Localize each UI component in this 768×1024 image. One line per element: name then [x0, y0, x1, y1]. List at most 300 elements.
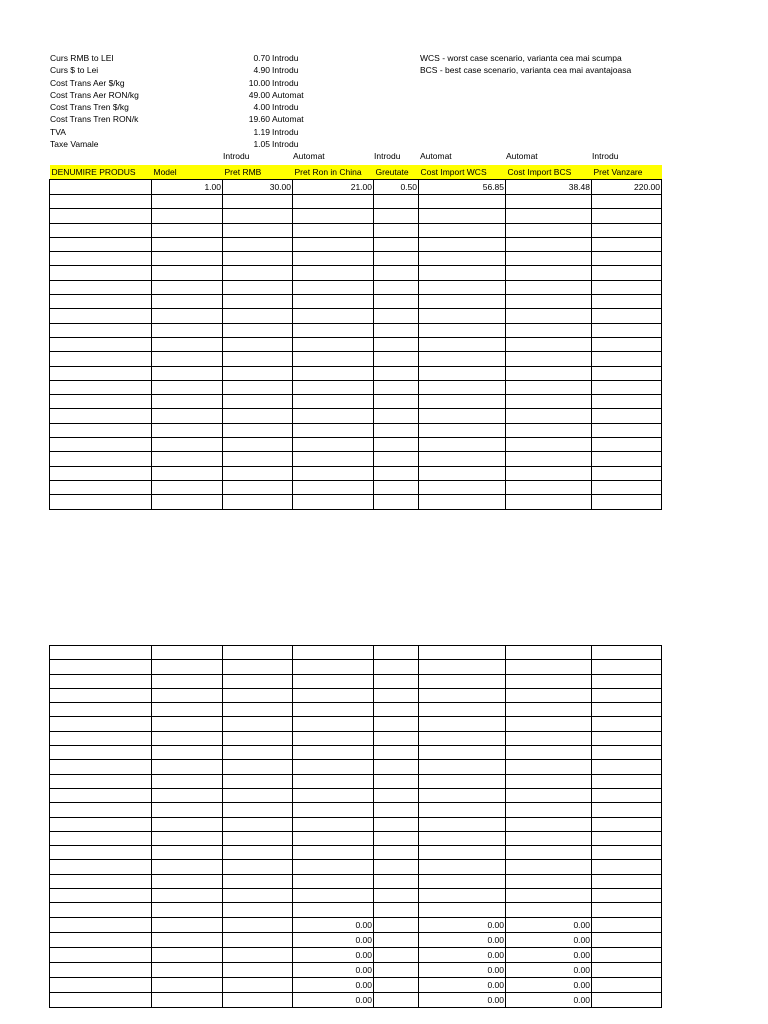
table-cell[interactable]	[293, 646, 374, 660]
table-cell[interactable]	[293, 237, 374, 251]
table-cell[interactable]	[50, 323, 152, 337]
table-cell[interactable]	[419, 831, 506, 845]
table-cell[interactable]	[419, 209, 506, 223]
table-cell[interactable]: 56.85	[419, 180, 506, 195]
param-value[interactable]: 0.70	[253, 53, 270, 63]
table-cell[interactable]	[152, 688, 223, 702]
table-cell[interactable]	[293, 223, 374, 237]
table-cell[interactable]: 0.00	[419, 962, 506, 977]
table-cell[interactable]	[293, 266, 374, 280]
table-cell[interactable]	[506, 817, 592, 831]
table-cell[interactable]	[223, 674, 293, 688]
table-cell[interactable]	[223, 352, 293, 366]
table-cell[interactable]	[592, 337, 662, 351]
table-cell[interactable]	[50, 366, 152, 380]
table-cell[interactable]	[223, 903, 293, 917]
table-cell[interactable]	[592, 917, 662, 932]
table-cell[interactable]	[419, 266, 506, 280]
table-cell[interactable]	[50, 717, 152, 731]
table-cell[interactable]	[223, 932, 293, 947]
table-cell[interactable]	[293, 688, 374, 702]
table-cell[interactable]	[374, 237, 419, 251]
table-cell[interactable]	[419, 674, 506, 688]
table-cell[interactable]	[152, 252, 223, 266]
table-cell[interactable]	[592, 237, 662, 251]
table-cell[interactable]	[223, 380, 293, 394]
table-cell[interactable]	[152, 889, 223, 903]
table-cell[interactable]	[419, 337, 506, 351]
table-cell[interactable]	[374, 295, 419, 309]
table-cell[interactable]	[293, 366, 374, 380]
table-cell[interactable]	[50, 495, 152, 509]
table-cell[interactable]	[374, 380, 419, 394]
table-cell[interactable]	[374, 703, 419, 717]
table-cell[interactable]	[152, 323, 223, 337]
table-cell[interactable]	[506, 295, 592, 309]
table-cell[interactable]	[592, 817, 662, 831]
table-cell[interactable]	[592, 409, 662, 423]
table-cell[interactable]	[374, 688, 419, 702]
table-cell[interactable]	[419, 252, 506, 266]
table-cell[interactable]	[419, 409, 506, 423]
table-cell[interactable]: 0.00	[506, 917, 592, 932]
table-cell[interactable]	[592, 466, 662, 480]
table-cell[interactable]: 0.00	[506, 962, 592, 977]
table-cell[interactable]	[152, 237, 223, 251]
table-cell[interactable]	[223, 817, 293, 831]
table-cell[interactable]	[374, 731, 419, 745]
table-cell[interactable]: 0.00	[293, 932, 374, 947]
table-cell[interactable]	[50, 352, 152, 366]
table-cell[interactable]	[374, 209, 419, 223]
table-cell[interactable]	[506, 452, 592, 466]
table-cell[interactable]	[152, 788, 223, 802]
table-cell[interactable]	[223, 874, 293, 888]
table-cell[interactable]	[223, 746, 293, 760]
table-cell[interactable]	[50, 337, 152, 351]
table-cell[interactable]	[152, 280, 223, 294]
table-cell[interactable]	[152, 295, 223, 309]
table-cell[interactable]	[592, 903, 662, 917]
table-cell[interactable]	[293, 788, 374, 802]
table-cell[interactable]	[152, 660, 223, 674]
table-cell[interactable]	[223, 337, 293, 351]
table-cell[interactable]	[152, 495, 223, 509]
table-cell[interactable]	[374, 452, 419, 466]
table-cell[interactable]	[223, 846, 293, 860]
table-cell[interactable]	[374, 803, 419, 817]
table-cell[interactable]	[50, 452, 152, 466]
table-cell[interactable]	[506, 760, 592, 774]
table-cell[interactable]	[592, 717, 662, 731]
table-cell[interactable]	[50, 731, 152, 745]
table-cell[interactable]	[50, 180, 152, 195]
table-cell[interactable]	[506, 352, 592, 366]
table-cell[interactable]	[374, 932, 419, 947]
table-cell[interactable]	[592, 874, 662, 888]
table-cell[interactable]	[506, 788, 592, 802]
table-cell[interactable]	[293, 466, 374, 480]
table-cell[interactable]	[152, 452, 223, 466]
table-cell[interactable]	[419, 438, 506, 452]
table-cell[interactable]	[152, 409, 223, 423]
table-cell[interactable]	[506, 209, 592, 223]
table-cell[interactable]	[419, 395, 506, 409]
param-value[interactable]: 19.60	[248, 114, 270, 125]
table-cell[interactable]	[506, 266, 592, 280]
table-cell[interactable]	[223, 438, 293, 452]
table-cell[interactable]	[592, 660, 662, 674]
table-cell[interactable]	[419, 309, 506, 323]
table-cell[interactable]	[419, 380, 506, 394]
table-cell[interactable]	[419, 195, 506, 209]
table-cell[interactable]	[293, 438, 374, 452]
table-cell[interactable]	[592, 423, 662, 437]
table-cell[interactable]	[293, 889, 374, 903]
table-cell[interactable]	[419, 323, 506, 337]
table-cell[interactable]	[592, 366, 662, 380]
table-cell[interactable]	[506, 237, 592, 251]
table-cell[interactable]	[592, 252, 662, 266]
table-cell[interactable]	[152, 466, 223, 480]
table-cell[interactable]	[50, 395, 152, 409]
table-cell[interactable]	[374, 266, 419, 280]
table-cell[interactable]	[506, 660, 592, 674]
table-cell[interactable]	[223, 495, 293, 509]
table-cell[interactable]	[419, 717, 506, 731]
table-cell[interactable]	[152, 717, 223, 731]
table-cell[interactable]	[419, 237, 506, 251]
table-cell[interactable]	[293, 495, 374, 509]
table-cell[interactable]	[419, 846, 506, 860]
table-cell[interactable]	[50, 889, 152, 903]
table-cell[interactable]	[506, 746, 592, 760]
table-cell[interactable]	[293, 323, 374, 337]
table-cell[interactable]	[223, 760, 293, 774]
table-cell[interactable]	[293, 817, 374, 831]
table-cell[interactable]: 0.00	[506, 992, 592, 1007]
table-cell[interactable]	[506, 466, 592, 480]
table-cell[interactable]	[374, 466, 419, 480]
table-cell[interactable]	[152, 846, 223, 860]
table-cell[interactable]	[152, 209, 223, 223]
table-cell[interactable]	[50, 917, 152, 932]
table-cell[interactable]	[506, 774, 592, 788]
table-cell[interactable]	[419, 860, 506, 874]
table-cell[interactable]	[419, 703, 506, 717]
table-cell[interactable]	[506, 252, 592, 266]
table-cell[interactable]: 220.00	[592, 180, 662, 195]
table-cell[interactable]	[419, 352, 506, 366]
table-cell[interactable]	[223, 223, 293, 237]
table-cell[interactable]	[592, 703, 662, 717]
table-cell[interactable]	[152, 977, 223, 992]
table-cell[interactable]	[50, 947, 152, 962]
table-cell[interactable]	[50, 380, 152, 394]
table-cell[interactable]	[419, 889, 506, 903]
table-cell[interactable]	[152, 917, 223, 932]
table-cell[interactable]	[419, 874, 506, 888]
table-cell[interactable]	[223, 266, 293, 280]
table-cell[interactable]: 0.00	[293, 917, 374, 932]
table-cell[interactable]	[374, 280, 419, 294]
table-cell[interactable]: 0.00	[506, 977, 592, 992]
table-cell[interactable]	[293, 209, 374, 223]
table-cell[interactable]	[152, 731, 223, 745]
table-cell[interactable]	[152, 860, 223, 874]
table-cell[interactable]	[223, 917, 293, 932]
table-cell[interactable]	[592, 495, 662, 509]
table-cell[interactable]	[50, 409, 152, 423]
table-cell[interactable]	[592, 932, 662, 947]
table-cell[interactable]	[419, 495, 506, 509]
table-cell[interactable]	[223, 195, 293, 209]
table-cell[interactable]	[50, 860, 152, 874]
table-cell[interactable]	[50, 962, 152, 977]
table-cell[interactable]	[293, 309, 374, 323]
table-cell[interactable]	[293, 803, 374, 817]
table-cell[interactable]	[50, 846, 152, 860]
table-cell[interactable]	[50, 746, 152, 760]
table-cell[interactable]	[419, 295, 506, 309]
table-cell[interactable]	[50, 831, 152, 845]
table-cell[interactable]	[152, 803, 223, 817]
table-cell[interactable]	[223, 992, 293, 1007]
table-cell[interactable]	[152, 195, 223, 209]
table-cell[interactable]	[293, 352, 374, 366]
table-cell[interactable]	[293, 452, 374, 466]
table-cell[interactable]	[50, 788, 152, 802]
table-cell[interactable]	[223, 860, 293, 874]
table-cell[interactable]	[592, 280, 662, 294]
table-cell[interactable]	[293, 746, 374, 760]
table-cell[interactable]	[152, 480, 223, 494]
table-cell[interactable]	[374, 646, 419, 660]
table-cell[interactable]: 0.00	[419, 947, 506, 962]
table-cell[interactable]	[374, 817, 419, 831]
table-cell[interactable]	[223, 646, 293, 660]
table-cell[interactable]	[592, 352, 662, 366]
table-cell[interactable]	[592, 746, 662, 760]
table-cell[interactable]	[506, 688, 592, 702]
table-cell[interactable]	[152, 760, 223, 774]
table-cell[interactable]	[374, 423, 419, 437]
table-cell[interactable]	[223, 409, 293, 423]
table-cell[interactable]	[293, 380, 374, 394]
table-cell[interactable]	[293, 874, 374, 888]
table-cell[interactable]	[223, 977, 293, 992]
table-cell[interactable]	[419, 746, 506, 760]
table-cell[interactable]	[374, 495, 419, 509]
param-value[interactable]: 1.05	[253, 139, 270, 150]
table-cell[interactable]	[152, 438, 223, 452]
table-cell[interactable]	[374, 947, 419, 962]
table-cell[interactable]	[223, 803, 293, 817]
table-cell[interactable]	[223, 252, 293, 266]
table-cell[interactable]	[592, 846, 662, 860]
table-cell[interactable]	[506, 438, 592, 452]
table-cell[interactable]	[374, 337, 419, 351]
param-value[interactable]: 4.00	[253, 102, 270, 113]
table-cell[interactable]	[374, 366, 419, 380]
table-cell[interactable]: 0.00	[293, 977, 374, 992]
table-cell[interactable]	[506, 366, 592, 380]
table-cell[interactable]	[223, 660, 293, 674]
table-cell[interactable]	[506, 717, 592, 731]
table-cell[interactable]	[592, 977, 662, 992]
table-cell[interactable]	[506, 495, 592, 509]
table-cell[interactable]	[592, 452, 662, 466]
table-cell[interactable]	[152, 874, 223, 888]
table-cell[interactable]	[419, 423, 506, 437]
table-cell[interactable]: 0.00	[506, 932, 592, 947]
table-cell[interactable]	[50, 992, 152, 1007]
table-cell[interactable]	[374, 309, 419, 323]
table-cell[interactable]	[293, 395, 374, 409]
param-value[interactable]: 4.90	[253, 65, 270, 76]
table-cell[interactable]	[50, 674, 152, 688]
param-value[interactable]: 10.00	[248, 77, 270, 88]
table-cell[interactable]	[374, 917, 419, 932]
table-cell[interactable]: 0.50	[374, 180, 419, 195]
table-cell[interactable]	[592, 295, 662, 309]
table-cell[interactable]	[374, 438, 419, 452]
table-cell[interactable]	[592, 323, 662, 337]
table-cell[interactable]	[374, 660, 419, 674]
table-cell[interactable]	[293, 423, 374, 437]
table-cell[interactable]	[419, 760, 506, 774]
table-cell[interactable]	[506, 860, 592, 874]
table-cell[interactable]	[50, 309, 152, 323]
table-cell[interactable]	[152, 703, 223, 717]
table-cell[interactable]	[419, 788, 506, 802]
table-cell[interactable]	[506, 309, 592, 323]
table-cell[interactable]	[293, 280, 374, 294]
table-cell[interactable]	[506, 731, 592, 745]
table-cell[interactable]	[293, 760, 374, 774]
table-cell[interactable]	[223, 889, 293, 903]
table-cell[interactable]	[506, 889, 592, 903]
table-cell[interactable]	[592, 380, 662, 394]
table-cell[interactable]	[506, 337, 592, 351]
table-cell[interactable]	[223, 209, 293, 223]
table-cell[interactable]	[592, 889, 662, 903]
table-cell[interactable]	[592, 195, 662, 209]
table-cell[interactable]	[374, 903, 419, 917]
table-cell[interactable]: 0.00	[419, 977, 506, 992]
table-cell[interactable]	[293, 195, 374, 209]
table-cell[interactable]	[223, 423, 293, 437]
table-cell[interactable]	[374, 480, 419, 494]
table-cell[interactable]	[50, 660, 152, 674]
table-cell[interactable]	[152, 309, 223, 323]
table-cell[interactable]	[419, 688, 506, 702]
table-cell[interactable]	[419, 731, 506, 745]
table-cell[interactable]	[223, 788, 293, 802]
table-cell[interactable]	[50, 223, 152, 237]
table-cell[interactable]	[506, 195, 592, 209]
table-cell[interactable]	[152, 223, 223, 237]
table-cell[interactable]	[506, 646, 592, 660]
table-cell[interactable]	[419, 817, 506, 831]
table-cell[interactable]	[50, 646, 152, 660]
table-cell[interactable]	[152, 932, 223, 947]
table-cell[interactable]	[592, 266, 662, 280]
table-cell[interactable]	[152, 395, 223, 409]
table-cell[interactable]	[506, 874, 592, 888]
table-cell[interactable]	[374, 889, 419, 903]
table-cell[interactable]	[592, 788, 662, 802]
table-cell[interactable]	[223, 962, 293, 977]
table-cell[interactable]	[152, 366, 223, 380]
table-cell[interactable]	[50, 237, 152, 251]
table-cell[interactable]	[592, 438, 662, 452]
table-cell[interactable]	[419, 452, 506, 466]
table-cell[interactable]	[223, 947, 293, 962]
table-cell[interactable]	[50, 817, 152, 831]
table-cell[interactable]	[374, 760, 419, 774]
table-cell[interactable]	[374, 962, 419, 977]
table-cell[interactable]	[223, 774, 293, 788]
table-cell[interactable]	[419, 903, 506, 917]
table-cell[interactable]	[374, 352, 419, 366]
table-cell[interactable]	[50, 760, 152, 774]
table-cell[interactable]	[592, 209, 662, 223]
table-cell[interactable]	[293, 846, 374, 860]
table-cell[interactable]	[223, 309, 293, 323]
table-cell[interactable]	[374, 860, 419, 874]
table-cell[interactable]	[50, 688, 152, 702]
param-value[interactable]: 49.00	[248, 89, 270, 100]
table-cell[interactable]	[293, 337, 374, 351]
table-cell[interactable]	[152, 337, 223, 351]
table-cell[interactable]: 21.00	[293, 180, 374, 195]
table-cell[interactable]: 0.00	[419, 992, 506, 1007]
table-cell[interactable]	[293, 409, 374, 423]
table-cell[interactable]	[374, 746, 419, 760]
table-cell[interactable]: 0.00	[293, 962, 374, 977]
table-cell[interactable]: 0.00	[293, 992, 374, 1007]
table-cell[interactable]	[50, 774, 152, 788]
table-cell[interactable]	[223, 237, 293, 251]
table-cell[interactable]	[50, 280, 152, 294]
table-cell[interactable]	[223, 395, 293, 409]
table-cell[interactable]	[50, 195, 152, 209]
table-cell[interactable]	[293, 480, 374, 494]
table-cell[interactable]	[223, 366, 293, 380]
table-cell[interactable]	[223, 280, 293, 294]
table-cell[interactable]	[223, 717, 293, 731]
table-cell[interactable]	[293, 674, 374, 688]
table-cell[interactable]	[506, 395, 592, 409]
table-cell[interactable]	[152, 746, 223, 760]
table-cell[interactable]	[152, 947, 223, 962]
table-cell[interactable]	[152, 352, 223, 366]
table-cell[interactable]	[152, 774, 223, 788]
table-cell[interactable]	[506, 803, 592, 817]
table-cell[interactable]	[506, 323, 592, 337]
table-cell[interactable]	[223, 731, 293, 745]
table-cell[interactable]	[50, 803, 152, 817]
table-cell[interactable]	[223, 452, 293, 466]
table-cell[interactable]	[50, 874, 152, 888]
table-cell[interactable]	[419, 223, 506, 237]
table-cell[interactable]	[50, 932, 152, 947]
table-cell[interactable]	[506, 903, 592, 917]
table-cell[interactable]	[592, 760, 662, 774]
table-cell[interactable]	[506, 846, 592, 860]
table-cell[interactable]: 0.00	[293, 947, 374, 962]
